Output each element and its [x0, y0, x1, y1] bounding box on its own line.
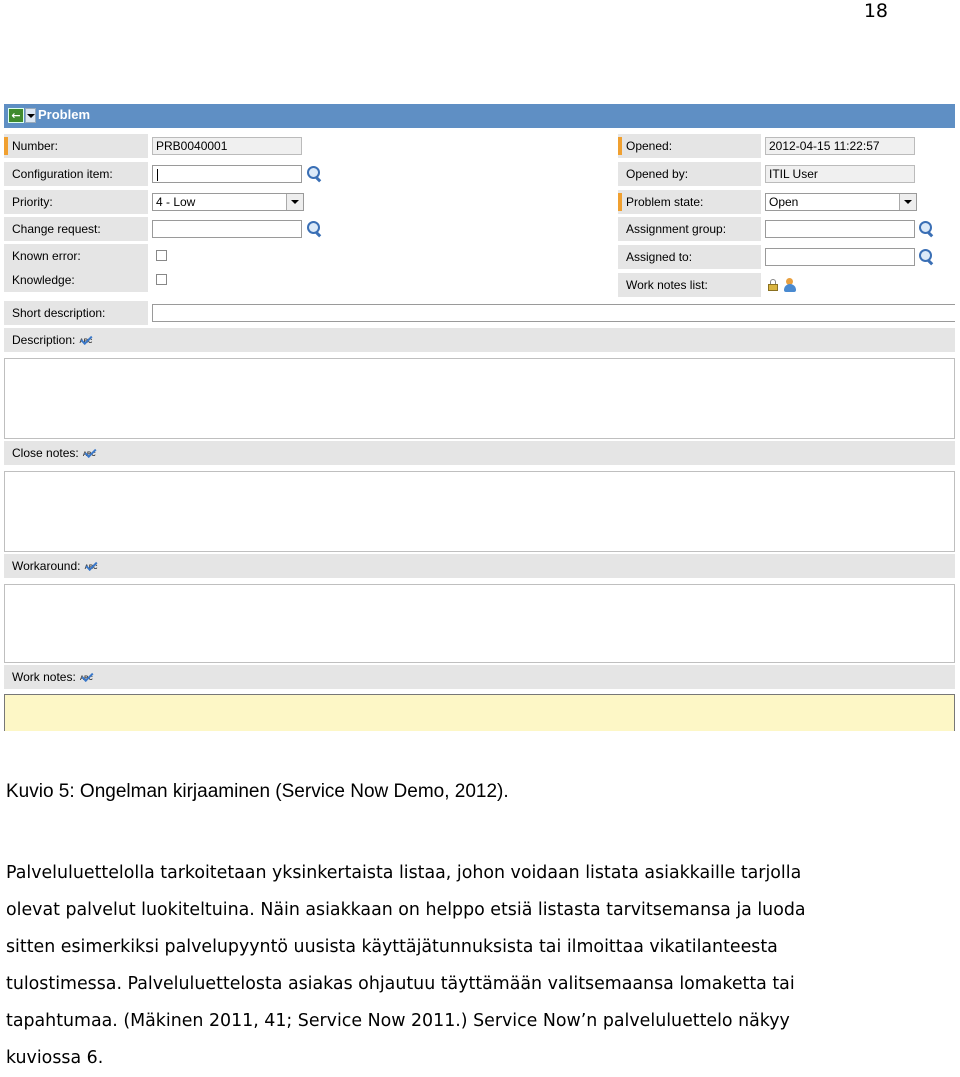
- work-notes-textarea[interactable]: [4, 694, 955, 731]
- short-description-label: Short description:: [4, 301, 148, 325]
- assignment-group-label: Assignment group:: [618, 217, 761, 241]
- knowledge-label: Knowledge:: [4, 268, 148, 292]
- priority-select[interactable]: [152, 193, 304, 211]
- paragraph-line: kuviossa 6.: [6, 1048, 104, 1068]
- text-caret: [157, 169, 158, 181]
- workaround-header: [4, 554, 955, 578]
- change-request-label: Change request:: [4, 217, 148, 241]
- back-arrow-icon[interactable]: ←: [8, 108, 24, 123]
- priority-selected-value: 4 - Low: [156, 195, 196, 209]
- workaround-label: Workaround:: [12, 559, 81, 573]
- work-notes-label: Work notes:: [12, 670, 76, 684]
- chevron-down-icon[interactable]: [286, 194, 303, 210]
- assigned-to-label: Assigned to:: [618, 245, 761, 269]
- lock-icon[interactable]: [768, 279, 778, 291]
- title-icons: [8, 108, 36, 124]
- add-user-icon[interactable]: [783, 278, 797, 292]
- spell-check-icon[interactable]: ABC: [78, 333, 94, 345]
- spell-check-icon[interactable]: ABC: [82, 446, 98, 458]
- problem-state-label: Problem state:: [618, 190, 761, 214]
- paragraph-line: tulostimessa. Palveluluettelosta asiakas ohjautuu täyttämään valitsemaansa lomaketta tai: [6, 974, 795, 994]
- problem-state-select[interactable]: [765, 193, 917, 211]
- opened-by-field[interactable]: ITIL User: [765, 165, 915, 183]
- paragraph-line: Palveluluettelolla tarkoitetaan yksinkertaista listaa, johon voidaan listata asiakkaille tarjolla: [6, 863, 802, 883]
- description-label: Description:: [12, 333, 76, 347]
- known-error-label: Known error:: [4, 244, 148, 268]
- close-notes-textarea[interactable]: [4, 471, 955, 552]
- assignment-group-search-icon[interactable]: [919, 221, 935, 237]
- opened-label: Opened:: [618, 134, 761, 158]
- change-request-search-icon[interactable]: [307, 221, 323, 237]
- close-notes-header: [4, 441, 955, 465]
- description-header: [4, 328, 955, 352]
- opened-field[interactable]: 2012-04-15 11:22:57: [765, 137, 915, 155]
- context-menu-icon[interactable]: [25, 108, 36, 123]
- page-number: 18: [863, 0, 888, 22]
- workaround-textarea[interactable]: [4, 584, 955, 663]
- priority-label: Priority:: [4, 190, 148, 214]
- paragraph-line: olevat palvelut luokiteltuina. Näin asiakkaan on helppo etsiä listasta tarvitsemansa ja luoda: [6, 900, 806, 920]
- problem-state-selected-value: Open: [769, 195, 799, 209]
- assigned-to-field[interactable]: [765, 248, 915, 266]
- number-label: Number:: [4, 134, 148, 158]
- configuration-item-search-icon[interactable]: [307, 166, 323, 182]
- work-notes-list-label: Work notes list:: [618, 273, 761, 297]
- spell-check-icon[interactable]: ABC: [79, 670, 95, 682]
- paragraph-line: tapahtumaa. (Mäkinen 2011, 41; Service Now 2011.) Service Now’n palveluluettelo näkyy: [6, 1011, 790, 1031]
- form-title-bar: [4, 104, 955, 128]
- work-notes-header: [4, 665, 955, 689]
- description-textarea[interactable]: [4, 358, 955, 439]
- opened-by-label: Opened by:: [618, 162, 761, 186]
- form-title: Problem: [38, 107, 91, 122]
- close-notes-label: Close notes:: [12, 446, 79, 460]
- configuration-item-label: Configuration item:: [4, 162, 148, 186]
- knowledge-checkbox[interactable]: [156, 274, 167, 285]
- spell-check-icon[interactable]: ABC: [83, 559, 99, 571]
- paragraph-line: sitten esimerkiksi palvelupyyntö uusista käyttäjätunnuksista tai ilmoittaa vikatilanteesta: [6, 937, 778, 957]
- chevron-down-icon[interactable]: [899, 194, 916, 210]
- number-field[interactable]: PRB0040001: [152, 137, 302, 155]
- body-paragraph: [6, 855, 926, 1077]
- assignment-group-field[interactable]: [765, 220, 915, 238]
- change-request-field[interactable]: [152, 220, 302, 238]
- known-error-checkbox[interactable]: [156, 250, 167, 261]
- problem-form-screenshot: [4, 104, 955, 731]
- figure-caption: Kuvio 5: Ongelman kirjaaminen (Service Now Demo, 2012).: [6, 781, 509, 802]
- configuration-item-field[interactable]: [152, 165, 302, 183]
- assigned-to-search-icon[interactable]: [919, 249, 935, 265]
- short-description-field[interactable]: [152, 304, 955, 322]
